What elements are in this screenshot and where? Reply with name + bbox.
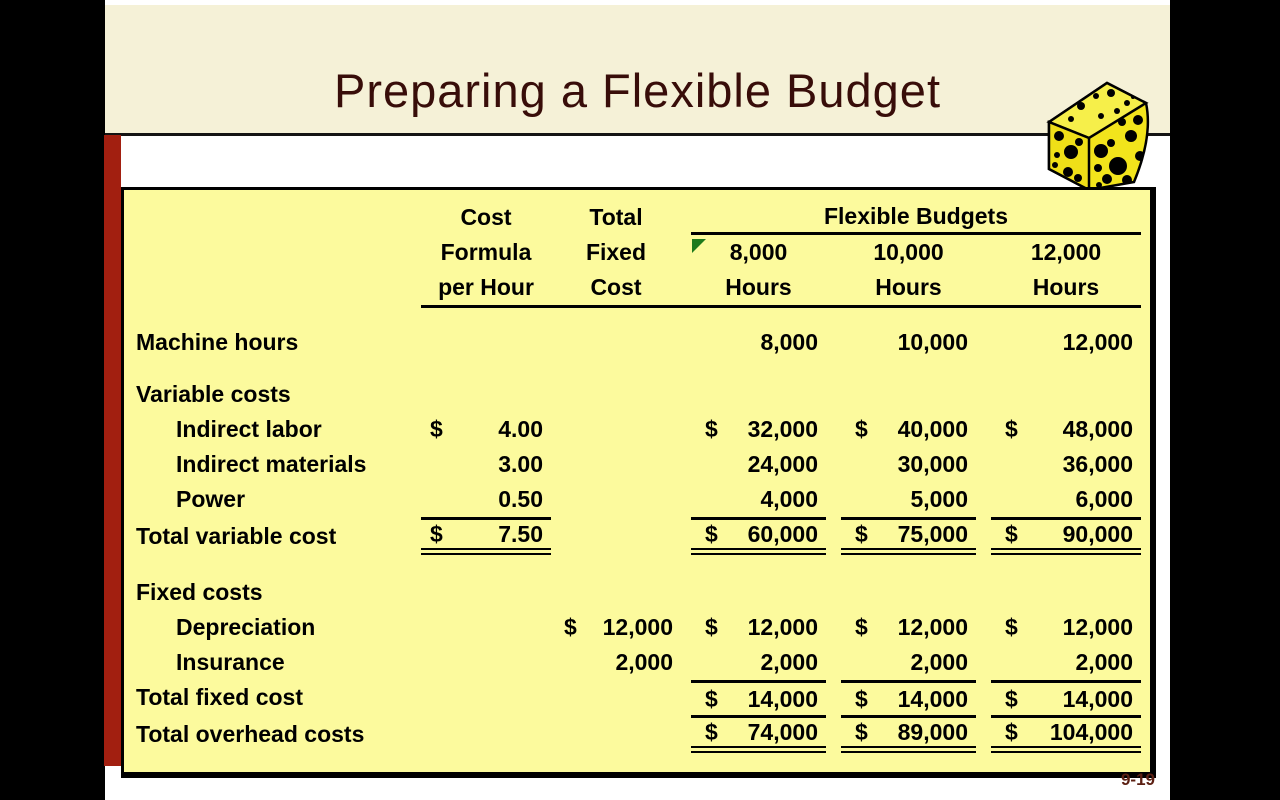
dollar-sign: $ bbox=[430, 520, 443, 547]
cell-value: 3.00 bbox=[498, 451, 543, 477]
row-label: Power bbox=[176, 486, 246, 512]
cell-10000-hours bbox=[841, 412, 976, 447]
row-label: Indirect materials bbox=[176, 451, 367, 477]
cell-10000-hours bbox=[841, 447, 976, 482]
cell-cost-formula bbox=[421, 377, 551, 412]
cell-10000-hours bbox=[841, 517, 976, 555]
cell-total-fixed bbox=[551, 610, 681, 645]
header-fixed: Fixed bbox=[585, 239, 647, 265]
cell-12000-hours bbox=[991, 325, 1141, 360]
cell-cost-formula bbox=[421, 715, 551, 753]
table-row bbox=[126, 575, 1150, 610]
cell-total-fixed bbox=[551, 412, 681, 447]
header-hours-10000-amount: 10,000 bbox=[873, 239, 944, 265]
dollar-sign: $ bbox=[1005, 520, 1018, 547]
cell-12000-hours bbox=[991, 715, 1141, 753]
cell-10000-hours bbox=[841, 377, 976, 412]
cell-12000-hours bbox=[991, 680, 1141, 715]
cell-12000-hours bbox=[991, 412, 1141, 447]
row-spacer bbox=[126, 308, 1150, 325]
cell-cost-formula bbox=[421, 645, 551, 680]
header-cost2: Cost bbox=[590, 274, 642, 300]
table-header bbox=[126, 200, 1150, 308]
cell-total-fixed bbox=[551, 482, 681, 517]
cell-value: 12,000 bbox=[602, 614, 673, 640]
dollar-sign: $ bbox=[705, 614, 718, 640]
row-spacer bbox=[126, 555, 1150, 575]
accent-bar bbox=[104, 135, 121, 766]
dollar-sign: $ bbox=[705, 520, 718, 547]
dollar-sign: $ bbox=[705, 416, 718, 442]
row-label: Total fixed cost bbox=[136, 684, 303, 710]
dollar-sign: $ bbox=[1005, 718, 1018, 745]
cheese-icon bbox=[1041, 76, 1151, 190]
header-per-hour: per Hour bbox=[438, 274, 534, 300]
cell-value: 7.50 bbox=[498, 520, 543, 547]
cell-total-fixed bbox=[551, 575, 681, 610]
cell-value: 0.50 bbox=[498, 486, 543, 512]
cell-total-fixed bbox=[551, 325, 681, 360]
cell-cost-formula bbox=[421, 482, 551, 517]
cell-value: 2,000 bbox=[910, 649, 968, 675]
cell-10000-hours bbox=[841, 482, 976, 517]
cell-8000-hours bbox=[691, 645, 826, 680]
cell-12000-hours bbox=[991, 575, 1141, 610]
cell-8000-hours bbox=[691, 680, 826, 715]
cell-8000-hours bbox=[691, 377, 826, 412]
row-label: Variable costs bbox=[136, 381, 291, 407]
cell-12000-hours bbox=[991, 482, 1141, 517]
cell-total-fixed bbox=[551, 645, 681, 680]
dollar-sign: $ bbox=[855, 685, 868, 712]
cell-8000-hours bbox=[691, 610, 826, 645]
cell-10000-hours bbox=[841, 680, 976, 715]
cell-8000-hours bbox=[691, 325, 826, 360]
header-total: Total bbox=[589, 204, 643, 230]
cell-cost-formula bbox=[421, 325, 551, 360]
header-cost: Cost bbox=[460, 204, 512, 230]
header-hours-8000-unit: Hours bbox=[725, 274, 792, 300]
cell-10000-hours bbox=[841, 715, 976, 753]
flexible-budget-table bbox=[121, 187, 1156, 778]
cell-total-fixed bbox=[551, 680, 681, 715]
cell-8000-hours bbox=[691, 517, 826, 555]
cell-10000-hours bbox=[841, 575, 976, 610]
dollar-sign: $ bbox=[1005, 416, 1018, 442]
dollar-sign: $ bbox=[430, 416, 443, 442]
cell-value: 8,000 bbox=[760, 329, 818, 355]
cell-value: 36,000 bbox=[1062, 451, 1133, 477]
table-row bbox=[126, 715, 1150, 753]
row-label: Indirect labor bbox=[176, 416, 322, 442]
header-hours-12000-amount: 12,000 bbox=[1030, 239, 1102, 265]
row-label: Fixed costs bbox=[136, 579, 263, 605]
cell-value: 32,000 bbox=[747, 416, 818, 442]
cell-value: 12,000 bbox=[897, 614, 968, 640]
cell-value: 40,000 bbox=[897, 416, 968, 442]
comment-marker-icon bbox=[692, 239, 706, 253]
cell-value: 89,000 bbox=[897, 718, 968, 745]
cell-value: 10,000 bbox=[897, 329, 968, 355]
cell-8000-hours bbox=[691, 412, 826, 447]
page-number: 9-19 bbox=[1120, 770, 1155, 789]
cell-12000-hours bbox=[991, 645, 1141, 680]
cell-value: 48,000 bbox=[1062, 416, 1133, 442]
cell-10000-hours bbox=[841, 610, 976, 645]
cell-8000-hours bbox=[691, 715, 826, 753]
row-label: Insurance bbox=[176, 649, 285, 675]
cell-cost-formula bbox=[421, 610, 551, 645]
dollar-sign: $ bbox=[855, 718, 868, 745]
cell-value: 5,000 bbox=[910, 486, 968, 512]
table-row bbox=[126, 645, 1150, 680]
table-row bbox=[126, 325, 1150, 360]
row-label: Machine hours bbox=[136, 329, 299, 355]
table-row bbox=[126, 447, 1150, 482]
cell-value: 6,000 bbox=[1075, 486, 1133, 512]
cell-value: 30,000 bbox=[897, 451, 968, 477]
header-flexible-budgets: Flexible Budgets bbox=[691, 200, 1141, 235]
row-label: Depreciation bbox=[176, 614, 316, 640]
cell-value: 60,000 bbox=[747, 520, 818, 547]
table-row bbox=[126, 412, 1150, 447]
header-hours-12000-unit: Hours bbox=[1032, 274, 1100, 300]
cell-value: 24,000 bbox=[747, 451, 818, 477]
cell-cost-formula bbox=[421, 412, 551, 447]
cell-total-fixed bbox=[551, 517, 681, 555]
cell-value: 14,000 bbox=[747, 685, 818, 712]
cell-12000-hours bbox=[991, 517, 1141, 555]
table-row bbox=[126, 680, 1150, 715]
cell-10000-hours bbox=[841, 325, 976, 360]
title-band bbox=[105, 5, 1170, 133]
cell-total-fixed bbox=[551, 377, 681, 412]
cell-value: 2,000 bbox=[760, 649, 818, 675]
cell-value: 2,000 bbox=[615, 649, 673, 675]
dollar-sign: $ bbox=[705, 685, 718, 712]
page-title: Preparing a Flexible Budget bbox=[333, 64, 942, 117]
header-formula: Formula bbox=[440, 239, 532, 265]
cell-value: 12,000 bbox=[747, 614, 818, 640]
cell-value: 104,000 bbox=[1049, 718, 1133, 745]
row-label: Total variable cost bbox=[136, 522, 337, 549]
cell-8000-hours bbox=[691, 575, 826, 610]
cell-8000-hours bbox=[691, 482, 826, 517]
cell-value: 4.00 bbox=[498, 416, 543, 442]
cell-value: 12,000 bbox=[1062, 614, 1133, 640]
cell-cost-formula bbox=[421, 447, 551, 482]
header-hours-8000-amount: 8,000 bbox=[729, 239, 788, 265]
table-body bbox=[126, 308, 1150, 753]
table-row bbox=[126, 377, 1150, 412]
dollar-sign: $ bbox=[705, 718, 718, 745]
table-row bbox=[126, 482, 1150, 517]
cell-value: 75,000 bbox=[897, 520, 968, 547]
row-spacer bbox=[126, 360, 1150, 377]
cell-total-fixed bbox=[551, 715, 681, 753]
dollar-sign: $ bbox=[855, 416, 868, 442]
cell-10000-hours bbox=[841, 645, 976, 680]
cell-value: 4,000 bbox=[760, 486, 818, 512]
cell-cost-formula bbox=[421, 575, 551, 610]
cell-value: 14,000 bbox=[897, 685, 968, 712]
header-hours-10000-unit: Hours bbox=[875, 274, 942, 300]
cell-value: 12,000 bbox=[1062, 329, 1133, 355]
cell-12000-hours bbox=[991, 447, 1141, 482]
title-band-rule bbox=[105, 133, 1170, 136]
cell-12000-hours bbox=[991, 377, 1141, 412]
cell-8000-hours bbox=[691, 447, 826, 482]
cell-value: 14,000 bbox=[1062, 685, 1133, 712]
dollar-sign: $ bbox=[564, 614, 577, 640]
cell-value: 2,000 bbox=[1075, 649, 1133, 675]
dollar-sign: $ bbox=[1005, 685, 1018, 712]
table-row bbox=[126, 610, 1150, 645]
cell-12000-hours bbox=[991, 610, 1141, 645]
row-label: Total overhead costs bbox=[136, 720, 365, 747]
cell-value: 74,000 bbox=[747, 718, 818, 745]
table-row bbox=[126, 517, 1150, 555]
cell-cost-formula bbox=[421, 680, 551, 715]
cell-value: 90,000 bbox=[1062, 520, 1133, 547]
dollar-sign: $ bbox=[855, 520, 868, 547]
cell-total-fixed bbox=[551, 447, 681, 482]
dollar-sign: $ bbox=[855, 614, 868, 640]
cell-cost-formula bbox=[421, 517, 551, 555]
dollar-sign: $ bbox=[1005, 614, 1018, 640]
